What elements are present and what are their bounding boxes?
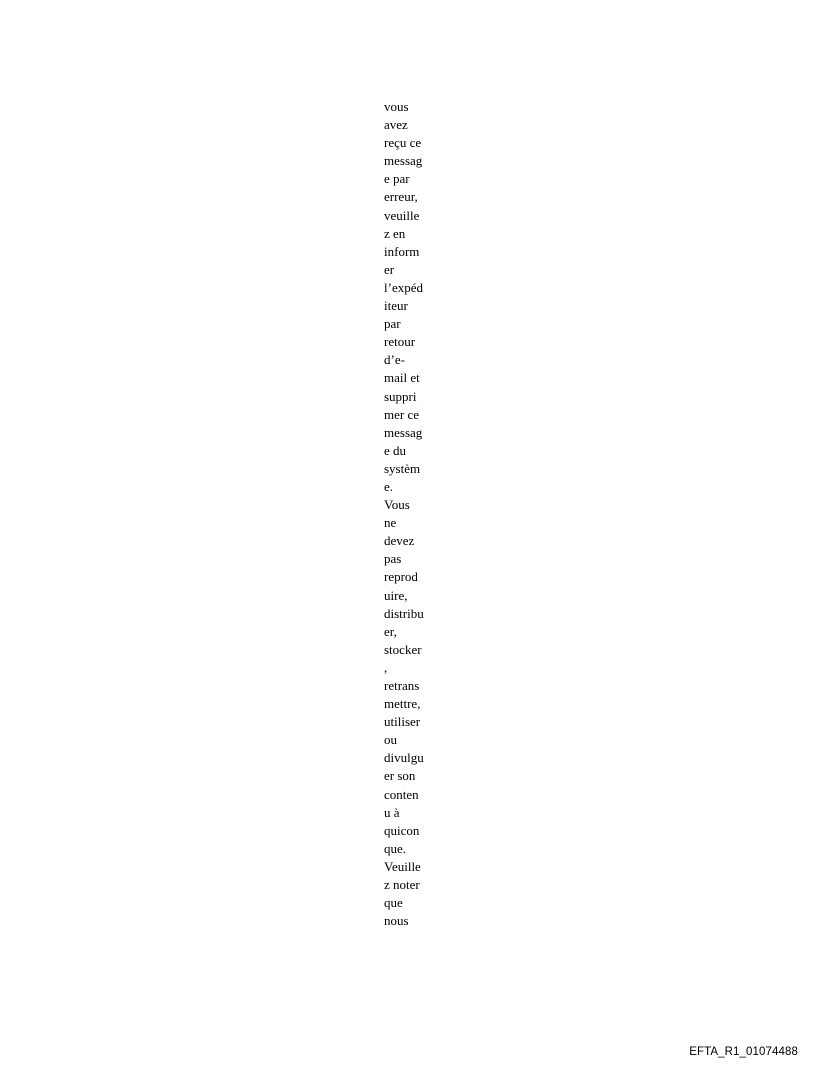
text-line: e du bbox=[384, 442, 407, 458]
text-line: er, bbox=[384, 623, 397, 639]
text-line: er bbox=[384, 261, 395, 277]
text-line: mail et bbox=[384, 370, 420, 386]
text-line: messag bbox=[384, 424, 423, 440]
text-line: erreur, bbox=[384, 189, 418, 205]
text-line: que bbox=[384, 895, 403, 911]
text-line: mettre, bbox=[384, 696, 421, 712]
text-line: que. bbox=[384, 840, 407, 856]
text-line: messag bbox=[384, 153, 423, 169]
text-line: mer ce bbox=[384, 406, 420, 422]
text-line: inform bbox=[384, 243, 420, 259]
text-line: er son bbox=[384, 768, 416, 784]
text-line: conten bbox=[384, 786, 419, 802]
text-line: ou bbox=[384, 732, 397, 748]
text-line: avez bbox=[384, 117, 408, 133]
text-line: d’e- bbox=[384, 352, 405, 368]
text-line: par bbox=[384, 316, 401, 332]
text-line: , bbox=[384, 659, 388, 675]
body-text-column bbox=[384, 98, 444, 930]
text-line: l’expéd bbox=[384, 279, 423, 295]
text-line: e par bbox=[384, 171, 410, 187]
text-line: Vous bbox=[384, 497, 410, 513]
text-line: uire, bbox=[384, 587, 408, 603]
text-line: quicon bbox=[384, 822, 420, 838]
text-line: veuille bbox=[384, 207, 420, 223]
text-line: pas bbox=[384, 551, 402, 567]
text-line: ne bbox=[384, 515, 397, 531]
text-line: devez bbox=[384, 533, 415, 549]
text-line: reçu ce bbox=[384, 135, 422, 151]
text-line: retrans bbox=[384, 678, 420, 693]
text-line: stocker bbox=[384, 641, 422, 657]
text-line: u à bbox=[384, 804, 400, 820]
text-line: retour bbox=[384, 334, 416, 350]
text-line: divulgu bbox=[384, 750, 424, 766]
text-line: z noter bbox=[384, 877, 420, 893]
text-line: utiliser bbox=[384, 714, 421, 730]
text-line: z en bbox=[384, 225, 406, 241]
document-id-footer: EFTA_R1_01074488 bbox=[689, 1046, 798, 1058]
text-line: systèm bbox=[384, 460, 421, 476]
text-line: vous bbox=[384, 99, 409, 114]
text-line: nous bbox=[384, 913, 409, 929]
text-line: e. bbox=[384, 478, 394, 494]
text-line: suppri bbox=[384, 388, 417, 404]
text-line: reprod bbox=[384, 569, 418, 585]
text-line: distribu bbox=[384, 605, 424, 621]
text-line: Veuille bbox=[384, 858, 421, 874]
text-line: iteur bbox=[384, 298, 408, 314]
